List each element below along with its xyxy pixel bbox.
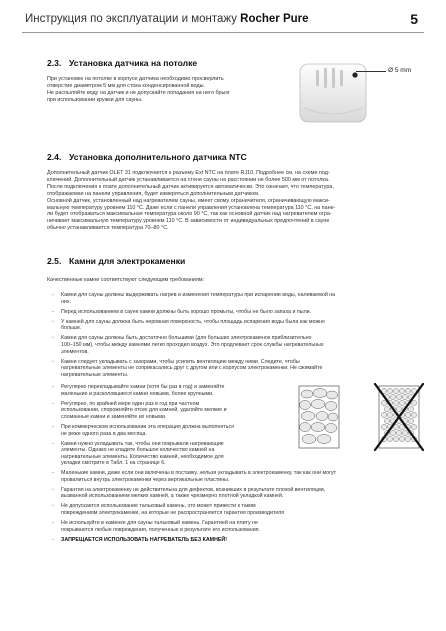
stone-pile-correct [299,386,339,448]
section-2-3-number: 2.3. [47,58,62,68]
section-2-5-title: Камни для электрокаменки [69,256,186,266]
text-line: обычно устанавливается температура 70–80 °C. [47,225,169,232]
warning-text: ЗАПРЕЩАЕТСЯ ИСПОЛЬЗОВАТЬ НАГРЕВАТЕЛЬ БЕЗ КАМНЕЙ! [61,536,228,543]
text-line: отверстие диаметром 5 мм для стока конденсированной воды. [47,82,206,89]
text-line: Камни следует укладывать с зазорами, чтобы усилить вентиляцию между ними. Следите, чтобы [61,358,300,365]
list-item: - Не допускается использование тальковый камень, это может привести к таким повреждениям электрокаменки, на которые не распространяется гарантия производителя [52,503,285,516]
diameter-pointer-line [356,71,386,72]
text-line: элементы. Однако не кладите большое количество камней на [61,447,215,454]
text-line: Регулярно перекладывайте камни (хотя бы раз в год) и заменяйте [61,384,225,390]
page-number: 5 [410,11,418,27]
text-line: использовании, спорожняйте отсек для камней, удаляйте мелкие и [61,407,227,414]
section-2-3-heading [47,58,197,68]
section-2-4-heading [47,152,247,162]
list-item: - При коммерческом использовании эта операция должна выполняться не реже одного раза в два месяца. [52,423,234,437]
stone-pile-incorrect-small [375,384,423,450]
list-item: - Камни следует укладывать с зазорами, чтобы усилить вентиляцию между ними. Следите, чтобы нагревательные элементы не соприкасались друг с другом или с корпусом электрокаменки. Не сжимайте нагревательные элементы. [52,358,323,378]
text-line: После подключения к плате дополнительный датчик активируется автоматически. Это означает, что температура, [47,183,334,190]
list-item: - Камни для сауны должны быть достаточно большими (для больших электрокаменок приблизительно 100–150 мм), чтобы между камнями легко проходил воздух. Это продлевает срок службы нагревательных элементов. [52,335,324,355]
text-line: элементов. [61,348,89,355]
text-line: мальную температуру уровнем 110 °C. Даже если с панели управления установлена температура 110 °C, на пане- [47,204,336,211]
list-item: - У камней для сауны должна быть неровная поверхность, чтобы площадь испарения воды была как можно больше. [52,318,325,332]
header-product-name: Rocher Pure [240,13,309,25]
text-line: вызванной использованием мелких камней, а также чрезмерно плотной укладкой камней. [61,493,284,500]
header-title-prefix: Инструкция по эксплуатации и монтажу [25,13,237,25]
text-line: при использовании кружки для сауны. [47,96,143,103]
text-line: Дополнительный датчик OLET 31 подключается к разъему Ext NTC на плате RJ10. Подробнее см. на схеме под- [47,170,330,176]
text-line: нагревательные элементы не соприкасались друг с другом или с корпусом электрокаменки. Не сжимайте [61,365,323,372]
text-line: провалиться внутрь электрокаменки через вертикальные пластины. [61,476,230,483]
text-line: Основной датчик, установленный над нагревателем сауны, имеет свому ограничителя, ограничивающую макси- [47,197,330,204]
section-2-3-text [47,76,287,104]
list-item: - Перед использованием в сауне камни должны быть хорошо промыты, чтобы не было запаха и пыли. [52,308,312,315]
stone-stacking-illustration [291,380,431,452]
stone-requirements-list-bottom [52,470,432,547]
list-item: - Маленькие камни, даже если они включены в поставку, нельзя укладывать в электрокаменку, так как они могут провалиться внутрь электрокаменки через вертикальные пластины. [52,470,337,483]
text-line: Камни нужно укладывать так, чтобы они покрывали нагревающие [61,440,224,447]
list-item: - Гарантия на электрокаменку не действительна для дефектов, возникших в результате плохой вентиляции, вызванной использованием мелких камней, а также чрезмерно плотной укладкой камней. [52,486,326,500]
text-line: У камней для сауны должна быть неровная поверхность, чтобы площадь испарения воды была как можно [61,318,325,325]
header-divider [22,32,424,33]
section-2-3-title: Установка датчика на потолке [69,58,198,68]
text-line: маленькие и расколовшиеся камни новыми, более крупными. [61,390,214,397]
text-line: укладки смотрите в Табл. 1 на странице 6. [61,460,166,467]
text-line: не реже одного раза в два месяца. [61,430,147,437]
text-line: повреждениям электрокаменки, на которые не распространяется гарантия производителя [61,509,285,516]
text-line: Не используйте в каменке для сауны тальковый камень. Гарантией на плиту не [61,520,259,527]
text-line: сломанные камни и заменяйте их новыми. [61,413,167,420]
section-2-5-number: 2.5. [47,256,62,266]
text-line: Регулярно, по крайней мере один раз в год при частном [61,400,200,407]
text-line: нагревательные элементы. [61,371,129,378]
stone-requirements-list-middle [52,384,287,471]
list-item: - ЗАПРЕЩАЕТСЯ ИСПОЛЬЗОВАТЬ НАГРЕВАТЕЛЬ БЕЗ КАМНЕЙ! [52,536,228,543]
text-line: покрываются любые повреждения, полученные в результате его использования. [61,526,261,533]
text-line: Камни для сауны должны быть достаточно большими (для больших электрокаменок приблизительно [61,335,312,342]
list-item: - Регулярно перекладывайте камни (хотя бы раз в год) и заменяйте маленькие и расколовшиеся камни новыми, более крупными. [52,384,225,397]
text-line: Камни для сауны должны выдерживать нагрев и изменения температуры при испарении воды, наливаемой на [61,292,336,298]
section-2-4-text [47,170,427,232]
text-line: Не допускается использование тальковый камень, это может привести к таким [61,503,256,510]
text-line: Не распыляйте воду на датчик и не допускайте попадания на него брызг [47,89,230,96]
text-line: больше. [61,325,82,332]
page-header-title [25,13,309,25]
section-2-4-title: Установка дополнительного датчика NTC [69,152,247,162]
text-line: нагревательные элементы. Количество камней, необходимое для [61,453,224,460]
text-line: При коммерческом использовании эта операция должна выполняться [61,423,234,430]
text-line: ничивает максимальную температуру уровнем 110 °C. В зависимости от индивидуальных предпочтений в сауне [47,218,330,225]
list-item: - Не используйте в каменке для сауны тальковый камень. Гарантией на плиту не покрываются любые повреждения, полученные в результате его использования. [52,520,261,533]
text-line: ли будет отображаться максимальная температура около 90 °C, так как основной датчик над нагревателем огра- [47,211,332,218]
text-line: них. [61,298,72,305]
text-line: отображаемая на панели управления, будет измеряться дополнительным датчиком. [47,190,260,197]
list-item: - Камни для сауны должны выдерживать нагрев и изменения температуры при испарении воды, наливаемой на них. [52,292,336,305]
section-2-5-intro: Качественные камни соответствуют следующим требованиям: [47,277,205,283]
text-line: ключений. Дополнительный датчик устанавливается на стене сауны на расстоянии не более 500 мм от потолка. [47,176,330,183]
text-line: Маленькие камни, даже если они включены в поставку, нельзя укладывать в электрокаменку, так как они могут [61,470,337,476]
section-2-4-number: 2.4. [47,152,62,162]
stone-requirements-list-top [52,292,432,382]
diameter-label: Ø 5 mm [388,67,412,74]
list-item: - Камни нужно укладывать так, чтобы они покрывали нагревающие элементы. Однако не кладите большое количество камней на нагревательные элементы. Количество камней, необходимое для укладки смотрите в Табл. 1 на странице 6. [52,440,224,467]
section-2-5-heading [47,256,185,266]
text-line: Гарантия на электрокаменку не действительна для дефектов, возникших в результате плохой вентиляции, [61,486,326,493]
text-line: Перед использованием в сауне камни должны быть хорошо промыты, чтобы не было запаха и пыли. [61,308,312,315]
list-item: - Регулярно, по крайней мере один раз в год при частном использовании, спорожняйте отсек для камней, удаляйте мелкие и сломанные камни и заменяйте их новыми. [52,400,227,420]
text-line: При установке на потолке в корпусе датчика необходимо просверлить [47,76,224,82]
text-line: 100–150 мм), чтобы между камнями легко проходил воздух. Это продлевает срок службы нагревательных [61,342,324,349]
